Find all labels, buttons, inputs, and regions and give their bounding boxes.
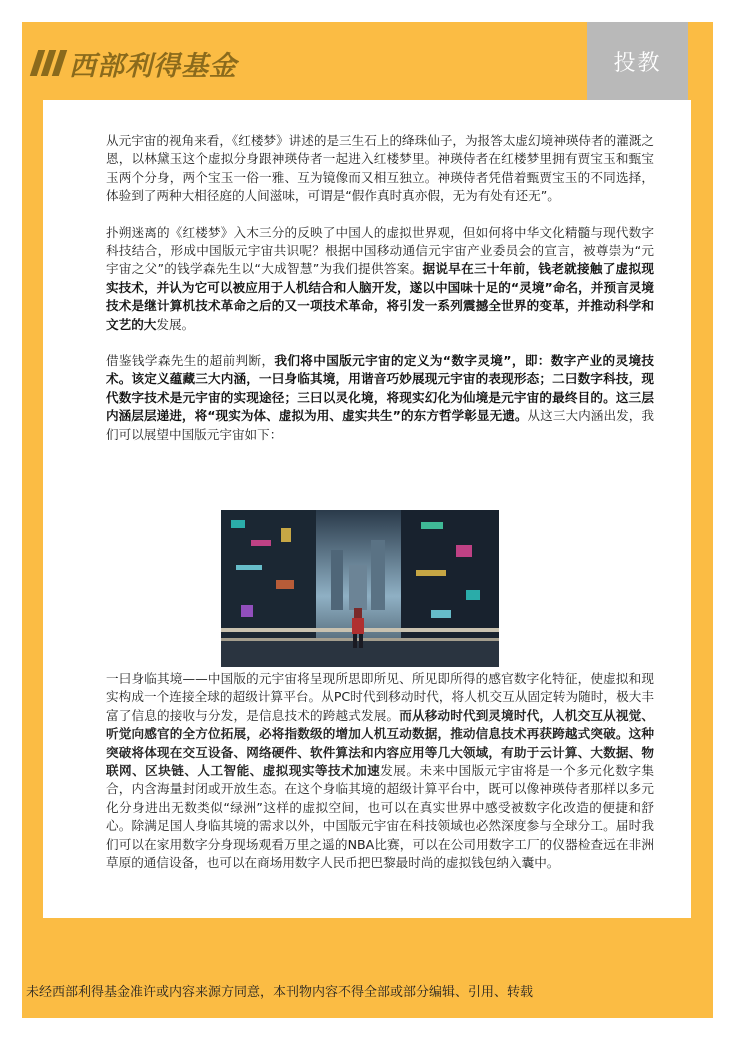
- paragraph-bold-text: 而从移动时代到灵境时代，人机交互从视觉、听觉向感官的全方位拓展，必将指数级的增加人机互动数据，推动信息技术再获跨越式突破。这种突破将体现在交互设备、网络硬件、软件算法和内容应用等几大领域，有助于云计算、大数据、物联网、区块链、人工智能、虚拟现实等技术加速: [106, 707, 655, 779]
- copyright-notice: 未经西部利得基金准许或内容来源方同意，本刊物内容不得全部或部分编辑、引用、转载: [26, 985, 534, 1000]
- paragraph-2: [106, 224, 654, 334]
- paragraph-bold-text: 据说早在三十年前，钱老就接触了虚拟现实技术，并认为它可以被应用于人机结合和人脑开发，遂以中国味十足的“灵境”命名，并预言灵境技术是继计算机技术革命之后的又一项技术革命，将引发一系列震撼全世界的变革，并推动科学和文艺的大: [106, 261, 655, 332]
- logo-mark-icon: [34, 50, 63, 76]
- section-tag: 投教: [587, 22, 688, 100]
- paragraph-text: 发展。: [156, 316, 195, 332]
- logo-text: 西部利得基金: [69, 50, 237, 82]
- cyberpunk-city-image: [221, 510, 499, 667]
- paragraph-text: 从这三大内涵出发，我们可以展望中国版元宇宙如下：: [106, 408, 654, 442]
- paragraph-text: 借鉴钱学森先生的超前判断，: [106, 353, 275, 369]
- paragraph-text: 从元宇宙的视角来看，《红楼梦》讲述的是三生石上的绛珠仙子，为报答太虚幻境神瑛侍者的灌溉之恩，以林黛玉这个虚拟分身跟神瑛侍者一起进入红楼梦里。神瑛侍者在红楼梦里拥有贾宝玉和甄宝玉两个分身，两个宝玉一俗一雅、互为镜像而又相互独立。神瑛侍者凭借着甄贾宝玉的不同选择，体验到了两种大相径庭的人间滋味，可谓是“假作真时真亦假，无为有处有还无”。: [106, 133, 654, 204]
- paragraph-1: [106, 132, 654, 206]
- paragraph-text: 一曰身临其境——中国版的元宇宙将呈现所思即所见、所见即所得的感官数字化特征，使虚拟和现实构成一个连接全球的超级计算平台。从PC时代到移动时代，将人机交互从固定转为随时，极大丰富了信息的接收与分发，是信息技术的跨越式发展。: [106, 671, 654, 723]
- paragraph-text: 扑朔迷离的《红楼梦》入木三分的反映了中国人的虚拟世界观，但如何将中华文化精髓与现代数字科技结合，形成中国版元宇宙共识呢？根据中国移动通信元宇宙产业委员会的宣言，被尊崇为“元宇宙之父”的钱学森先生以“大成智慧”为我们提供答案。: [106, 224, 654, 277]
- paragraph-3: [106, 352, 654, 444]
- article-body: [106, 132, 654, 462]
- article-body-continued: [106, 670, 654, 872]
- brand-logo: [34, 46, 237, 80]
- paragraph-4: [106, 670, 654, 872]
- paragraph-bold-text: 我们将中国版元宇宙的定义为“数字灵境”，即：数字产业的灵境技术。该定义蕴藏三大内涵，一曰身临其境，用谐音巧妙展现元宇宙的表现形态；二曰数字科技，现代数字技术是元宇宙的实现途径；三曰以灵化境，将现实幻化为仙境是元宇宙的最终目的。这三层内涵层层递进，将“现实为体、虚拟为用、虚实共生”的东方哲学彰显无遗。: [106, 353, 654, 424]
- paragraph-text: 发展。未来中国版元宇宙将是一个多元化数字集合，内含海量封闭或开放生态。在这个身临其境的超级计算平台中，既可以像神瑛侍者那样以多元化分身进出无数类似“绿洲”这样的虚拟空间，也可以在真实世界中感受被数字化改造的便捷和舒心。除满足国人身临其境的需求以外，中国版元宇宙在科技领域也必然深度参与全球分工。届时我们可以在家用数字分身现场观看万里之遥的NBA比赛，可以在公司用数字工厂的仪器检查远在非洲草原的通信设备，也可以在商场用数字人民币把巴黎最时尚的虚拟钱包纳入囊中。: [106, 763, 655, 871]
